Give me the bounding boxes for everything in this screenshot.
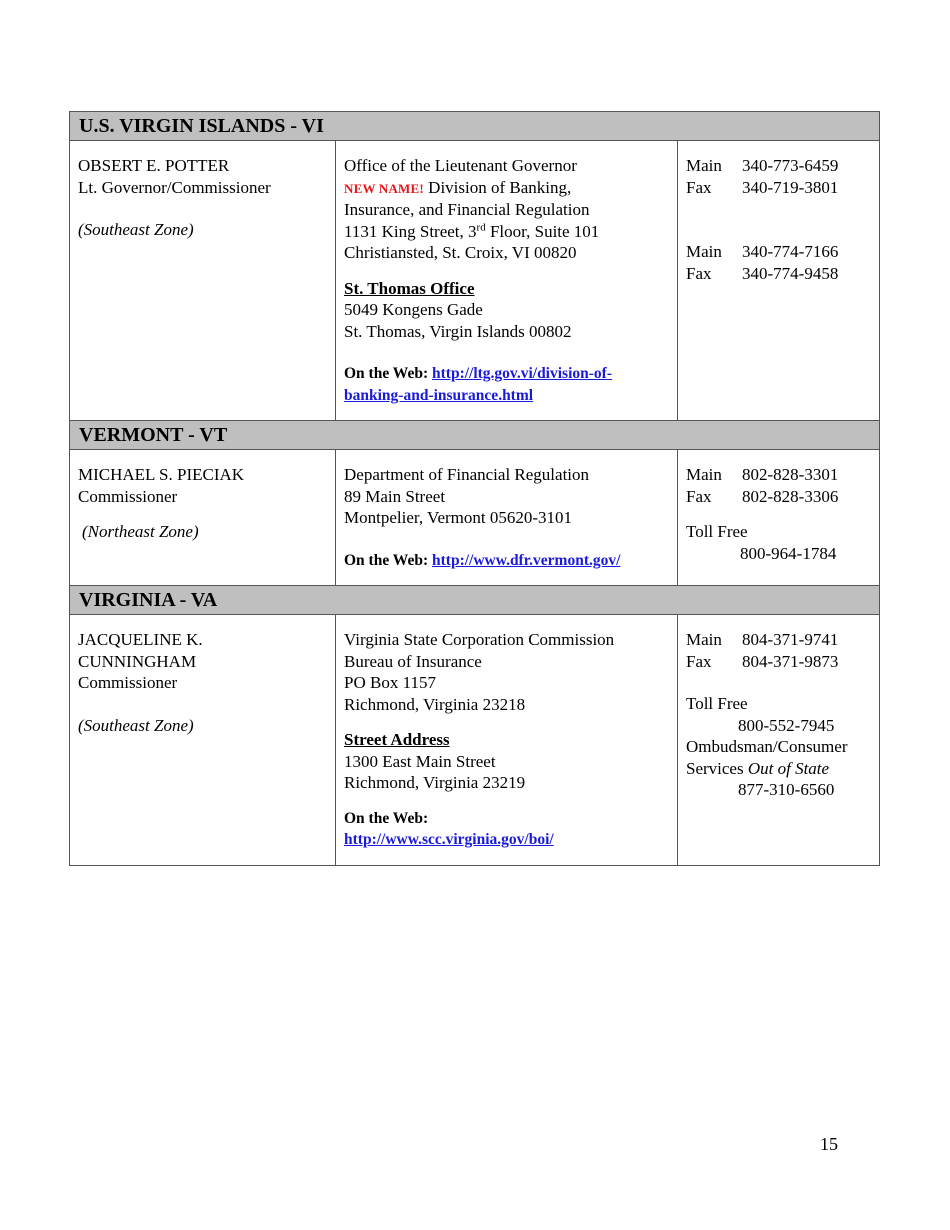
street-address: 1131 King Street, 3rd Floor, Suite 101 [344, 220, 600, 241]
office-name: Virginia State Corporation Commission [344, 630, 615, 649]
division-name-cont: Insurance, and Financial Regulation [344, 200, 590, 219]
office-cell [336, 615, 678, 866]
zone: (Southeast Zone) [78, 715, 194, 735]
regulator-directory-table [69, 111, 880, 866]
phone-fax-st-thomas: Fax 340-774-9458 [686, 263, 839, 283]
zone: (Southeast Zone) [78, 220, 194, 239]
web-line [344, 363, 669, 385]
phone-fax: Fax 802-828-3306 [686, 486, 839, 506]
section-header-row [70, 112, 880, 141]
official-name: OBSERT E. POTTER [78, 156, 230, 175]
toll-free-label: Toll Free [686, 694, 748, 713]
phone-main: Main 802-828-3301 [686, 465, 839, 484]
official-cell [70, 450, 336, 586]
ombudsman-label: Ombudsman/Consumer [686, 737, 848, 756]
division-line [344, 177, 669, 200]
official-cell [70, 615, 336, 866]
toll-free-number: 800-964-1784 [740, 543, 837, 563]
office-cell [336, 141, 678, 421]
phone-main-st-thomas: Main 340-774-7166 [686, 242, 839, 261]
city-line: Christiansted, St. Croix, VI 00820 [344, 243, 577, 262]
section-row-va [70, 615, 880, 866]
ombudsman-number: 877-310-6560 [738, 780, 835, 799]
section-header-vi: U.S. VIRGIN ISLANDS - VI [70, 112, 880, 141]
official-name: JACQUELINE K. [78, 630, 203, 649]
website-link-cont[interactable]: banking-and-insurance.html [344, 386, 534, 404]
phone-cell [678, 141, 880, 421]
street-address: 1300 East Main Street [344, 751, 496, 771]
official-name: MICHAEL S. PIECIAK [78, 465, 245, 484]
official-title: Lt. Governor/Commissioner [78, 177, 271, 197]
section-header-vt: VERMONT - VT [70, 421, 880, 450]
phone-main: Main 804-371-9741 [686, 630, 839, 649]
section-header-row [70, 586, 880, 615]
web-label: On the Web: [344, 365, 429, 382]
section-header-row [70, 421, 880, 450]
phone-cell [678, 450, 880, 586]
official-title: Commissioner [78, 486, 178, 506]
city-line: Richmond, Virginia 23218 [344, 694, 526, 714]
web-label: On the Web: [344, 809, 429, 827]
office-name: Department of Financial Regulation [344, 465, 590, 484]
web-line-cont [344, 385, 669, 407]
street-address: 89 Main Street [344, 486, 446, 506]
phone-fax: Fax 804-371-9873 [686, 651, 839, 671]
city-line: Montpelier, Vermont 05620-3101 [344, 508, 573, 527]
section-row-vt [70, 450, 880, 586]
official-name-cont: CUNNINGHAM [78, 651, 197, 671]
official-title: Commissioner [78, 673, 178, 692]
office-name: Office of the Lieutenant Governor [344, 156, 577, 175]
toll-free-number: 800-552-7945 [738, 715, 835, 735]
section-row-vi [70, 141, 880, 421]
section-header-va: VIRGINIA - VA [70, 586, 880, 615]
po-box: PO Box 1157 [344, 673, 436, 692]
zone: (Northeast Zone) [82, 522, 199, 541]
toll-free-label: Toll Free [686, 522, 748, 541]
new-name-tag: NEW NAME! [344, 180, 424, 196]
web-line [344, 550, 669, 572]
web-label: On the Web: [344, 551, 429, 569]
bureau-name: Bureau of Insurance [344, 651, 482, 671]
ombudsman-label-cont: Services Out of State [686, 758, 830, 778]
website-link[interactable]: http://ltg.gov.vi/division-of- [432, 365, 612, 382]
street-city: Richmond, Virginia 23219 [344, 773, 526, 792]
official-cell [70, 141, 336, 421]
page-number: 15 [820, 1134, 838, 1154]
phone-main: Main 340-773-6459 [686, 156, 839, 175]
website-link[interactable]: http://www.dfr.vermont.gov/ [432, 551, 621, 569]
alt-office-heading: St. Thomas Office [344, 278, 475, 298]
phone-fax: Fax 340-719-3801 [686, 177, 839, 197]
street-address-heading: Street Address [344, 730, 450, 749]
division-name: Division of Banking, [428, 177, 572, 197]
alt-city: St. Thomas, Virgin Islands 00802 [344, 321, 572, 341]
website-link[interactable]: http://www.scc.virginia.gov/boi/ [344, 831, 554, 848]
web-line [344, 829, 669, 851]
alt-address: 5049 Kongens Gade [344, 300, 483, 319]
phone-cell [678, 615, 880, 866]
office-cell [336, 450, 678, 586]
